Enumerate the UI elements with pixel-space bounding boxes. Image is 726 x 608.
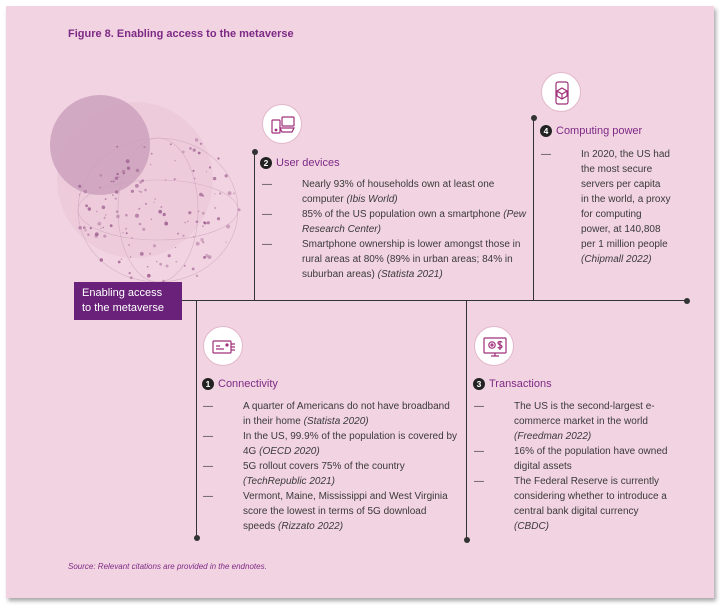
payment-icon — [474, 326, 514, 366]
bullet-item — [203, 489, 458, 534]
bullet-citation: (OECD 2020) — [259, 446, 320, 457]
connector-dot-user-devices — [252, 149, 258, 155]
bullet-citation: (TechRepublic 2021) — [243, 476, 335, 487]
bullet-citation: (Statista 2020) — [303, 416, 369, 427]
bullet-text: 85% of the US population own a smartphone — [302, 209, 504, 220]
bullet-item — [541, 147, 671, 267]
section-title-transactions — [473, 378, 552, 390]
connector-dot-transactions — [464, 537, 470, 543]
bullet-item — [474, 444, 669, 474]
bullet-text: 5G rollout covers 75% of the country — [243, 461, 405, 472]
bullet-list-computing-power — [541, 147, 671, 267]
bullet-text: A quarter of Americans do not have broadband in their home — [243, 401, 450, 427]
bullet-text: The US is the second-largest e-commerce market in the world — [514, 401, 655, 427]
section-title-computing-power — [540, 125, 642, 137]
bullet-citation: (Pew Research Center) — [302, 209, 527, 235]
bullet-text: In the US, 99.9% of the population is covered by 4G — [243, 431, 458, 457]
globe-network-illustration — [40, 90, 250, 300]
network-icon — [203, 326, 243, 366]
bullet-text: Vermont, Maine, Mississippi and West Virginia score the lowest in terms of 5G download speeds — [243, 491, 448, 532]
section-number-badge: 4 — [540, 125, 552, 137]
connector-connectivity — [196, 300, 197, 538]
source-note: Source: Relevant citations are provided in the endnotes. — [68, 562, 267, 571]
center-label: Enabling access to the metaverse — [74, 282, 182, 320]
bullet-citation: (Ibis World) — [346, 194, 398, 205]
bullet-list-transactions — [474, 399, 669, 534]
devices-icon — [262, 104, 302, 144]
bullet-item — [262, 237, 532, 282]
bullet-item — [203, 399, 458, 429]
section-title-connectivity — [202, 378, 278, 390]
section-title-text: Transactions — [489, 378, 552, 390]
connector-dot-computing-power — [531, 115, 537, 121]
bullet-item — [203, 429, 458, 459]
bullet-item — [262, 207, 532, 237]
section-title-text: User devices — [276, 157, 340, 169]
section-number-badge: 2 — [260, 157, 272, 169]
bullet-text: Smartphone ownership is lower amongst those in rural areas at 80% (89% in urban areas; 84% in suburban areas) — [302, 239, 521, 280]
connector-dot-connectivity — [194, 535, 200, 541]
bullet-list-connectivity — [203, 399, 458, 534]
section-number-badge: 3 — [473, 378, 485, 390]
bullet-citation: (Rizzato 2022) — [278, 521, 344, 532]
bullet-citation: (CBDC) — [514, 521, 549, 532]
connector-computing-power — [533, 118, 534, 301]
figure-title: Figure 8. Enabling access to the metaverse — [68, 28, 294, 40]
horizontal-axis-line — [182, 300, 687, 301]
connector-transactions — [466, 300, 467, 540]
bullet-item — [474, 474, 669, 534]
bullet-citation: (Freedman 2022) — [514, 431, 592, 442]
bullet-item — [203, 459, 458, 489]
bullet-list-user-devices — [262, 177, 532, 282]
bullet-citation: (Chipmall 2022) — [581, 254, 652, 265]
bullet-item — [262, 177, 532, 207]
bullet-text: In 2020, the US had the most secure servers per capita in the world, a proxy for computing power, at 140,808 per 1 million people — [581, 149, 671, 250]
bullet-text: 16% of the population have owned digital assets — [514, 446, 668, 472]
bullet-citation: (Statista 2021) — [377, 269, 443, 280]
section-number-badge: 1 — [202, 378, 214, 390]
axis-end-dot — [684, 298, 690, 304]
section-title-text: Computing power — [556, 125, 643, 137]
bullet-text: The Federal Reserve is currently considering whether to introduce a central bank digital currency — [514, 476, 667, 517]
server-icon — [541, 72, 581, 112]
section-title-text: Connectivity — [218, 378, 278, 390]
bullet-item — [474, 399, 669, 444]
connector-user-devices — [254, 152, 255, 301]
bullet-text: Nearly 93% of households own at least one computer — [302, 179, 495, 205]
section-title-user-devices — [260, 157, 340, 169]
